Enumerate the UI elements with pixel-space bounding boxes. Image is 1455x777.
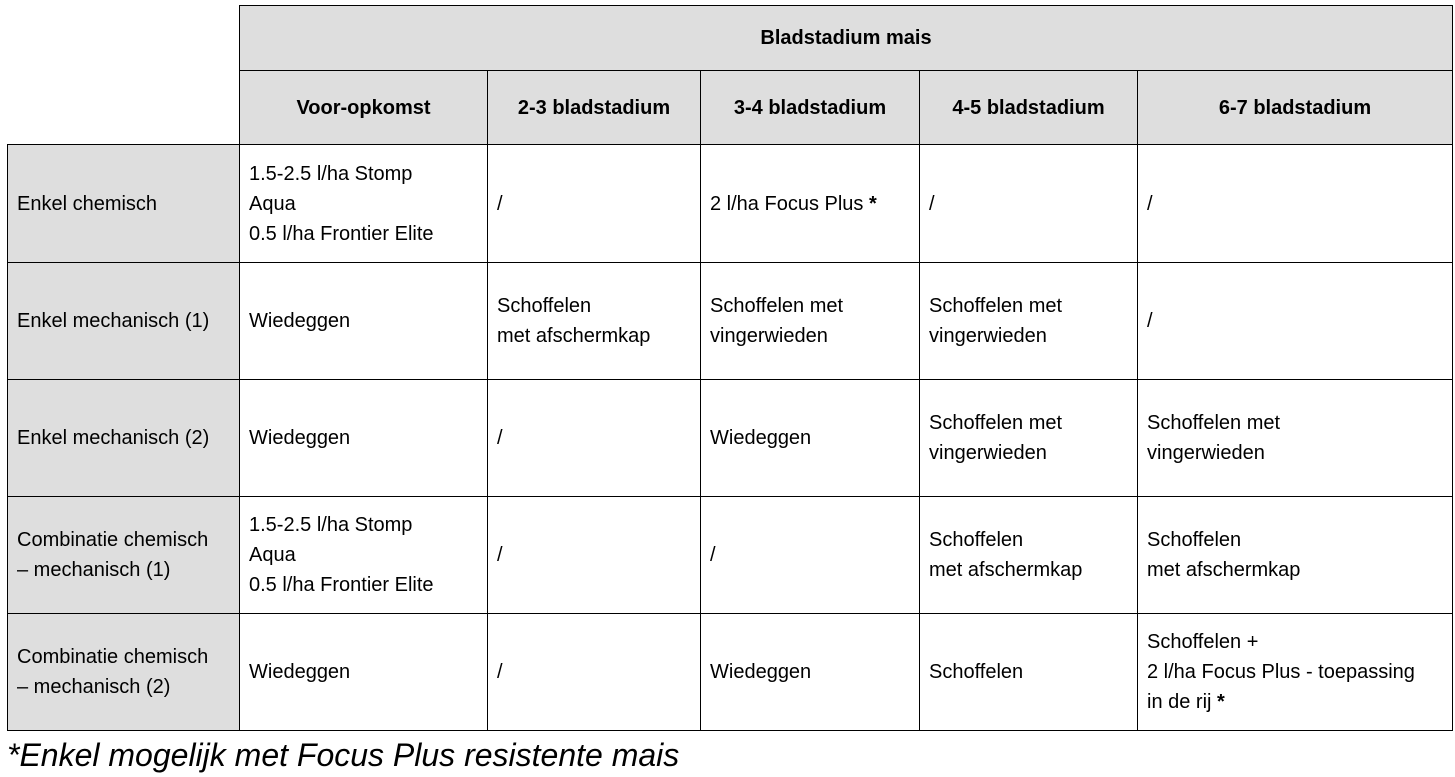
cell-line: / bbox=[497, 192, 503, 215]
table-cell bbox=[240, 263, 488, 380]
cell-line: Aqua bbox=[249, 192, 296, 215]
table-cell bbox=[1138, 263, 1453, 380]
table-row bbox=[8, 145, 1453, 263]
table-cell bbox=[920, 497, 1138, 614]
stage-header-3-4: 3-4 bladstadium bbox=[701, 71, 920, 145]
table-cell bbox=[701, 614, 920, 731]
table-cell bbox=[488, 497, 701, 614]
cell-line: 0.5 l/ha Frontier Elite bbox=[249, 222, 434, 245]
table-cell bbox=[488, 614, 701, 731]
table-row bbox=[8, 380, 1453, 497]
row-label bbox=[8, 380, 240, 497]
table-row bbox=[8, 497, 1453, 614]
table-row bbox=[8, 263, 1453, 380]
footnote-marker: * bbox=[1217, 691, 1225, 713]
cell-line: met afschermkap bbox=[497, 325, 651, 347]
row-label bbox=[8, 497, 240, 614]
table-cell bbox=[240, 380, 488, 497]
cell-line: met afschermkap bbox=[1147, 559, 1301, 581]
cell-line: Schoffelen bbox=[1147, 529, 1242, 551]
cell-line: Wiedeggen bbox=[249, 661, 351, 683]
cell-line: Wiedeggen bbox=[710, 661, 812, 683]
cell-line: Schoffelen met bbox=[929, 412, 1063, 434]
table-cell bbox=[701, 145, 920, 263]
table-cell bbox=[920, 380, 1138, 497]
table-cell bbox=[240, 145, 488, 263]
table-cell bbox=[701, 380, 920, 497]
cell-line: / bbox=[710, 544, 716, 566]
footnote: *Enkel mogelijk met Focus Plus resistente mais bbox=[7, 737, 680, 773]
cell-line: / bbox=[497, 661, 503, 683]
cell-line: vingerwieden bbox=[710, 325, 828, 347]
corner-blank bbox=[8, 6, 240, 71]
table-cell bbox=[701, 263, 920, 380]
cell-line: Schoffelen bbox=[929, 661, 1024, 683]
cell-line: 1.5-2.5 l/ha Stomp bbox=[249, 162, 413, 185]
table-cell bbox=[920, 614, 1138, 731]
row-label-line: – mechanisch (1) bbox=[17, 559, 171, 581]
row-label-line: Combinatie chemisch bbox=[17, 646, 209, 668]
cell-line: / bbox=[497, 427, 503, 449]
cell-line: 2 l/ha Focus Plus * bbox=[710, 192, 877, 215]
table-cell bbox=[1138, 380, 1453, 497]
table-cell bbox=[1138, 497, 1453, 614]
stage-header-6-7: 6-7 bladstadium bbox=[1138, 71, 1453, 145]
table-cell bbox=[1138, 145, 1453, 263]
table-cell bbox=[701, 497, 920, 614]
footnote-marker: * bbox=[868, 192, 877, 215]
table-cell bbox=[1138, 614, 1453, 731]
table-cell bbox=[488, 380, 701, 497]
group-header-row bbox=[8, 6, 1453, 71]
stage-header-voor-opkomst: Voor-opkomst bbox=[240, 71, 488, 145]
table-cell bbox=[920, 145, 1138, 263]
stage-header-4-5: 4-5 bladstadium bbox=[920, 71, 1138, 145]
stage-header-2-3: 2-3 bladstadium bbox=[488, 71, 701, 145]
cell-line: Wiedeggen bbox=[249, 310, 351, 332]
row-label-line: Enkel mechanisch (1) bbox=[17, 310, 210, 332]
table-cell bbox=[488, 145, 701, 263]
row-label-line: – mechanisch (2) bbox=[17, 676, 171, 698]
cell-line: 0.5 l/ha Frontier Elite bbox=[249, 574, 434, 596]
table-cell bbox=[488, 263, 701, 380]
table-cell bbox=[920, 263, 1138, 380]
group-header-bladstadium: Bladstadium mais bbox=[240, 6, 1453, 71]
cell-line: vingerwieden bbox=[1147, 442, 1265, 464]
row-label-line: Enkel chemisch bbox=[17, 192, 158, 215]
cell-line: vingerwieden bbox=[929, 325, 1047, 347]
cell-line: 2 l/ha Focus Plus - toepassing bbox=[1147, 661, 1415, 683]
row-label bbox=[8, 614, 240, 731]
row-label-line: Enkel mechanisch (2) bbox=[17, 427, 210, 449]
cell-line: in de rij * bbox=[1147, 691, 1225, 713]
corner-blank-2 bbox=[8, 71, 240, 145]
cell-line: Schoffelen met bbox=[710, 295, 844, 317]
cell-line: / bbox=[1147, 192, 1153, 215]
weed-control-table bbox=[7, 5, 1453, 731]
row-label bbox=[8, 145, 240, 263]
table-cell bbox=[240, 497, 488, 614]
table-cell bbox=[240, 614, 488, 731]
cell-line: Schoffelen met bbox=[1147, 412, 1281, 434]
cell-line: vingerwieden bbox=[929, 442, 1047, 464]
table-row bbox=[8, 614, 1453, 731]
cell-line: Wiedeggen bbox=[710, 427, 812, 449]
cell-line: / bbox=[497, 544, 503, 566]
cell-line: Schoffelen met bbox=[929, 295, 1063, 317]
cell-line: Schoffelen bbox=[929, 529, 1024, 551]
cell-line: 1.5-2.5 l/ha Stomp bbox=[249, 514, 413, 536]
cell-line: Schoffelen + bbox=[1147, 631, 1259, 653]
cell-line: / bbox=[929, 192, 935, 215]
stage-header-row bbox=[8, 71, 1453, 145]
cell-line: Wiedeggen bbox=[249, 427, 351, 449]
row-label bbox=[8, 263, 240, 380]
row-label-line: Combinatie chemisch bbox=[17, 529, 209, 551]
cell-line: / bbox=[1147, 310, 1153, 332]
cell-line: Schoffelen bbox=[497, 295, 592, 317]
cell-line: met afschermkap bbox=[929, 559, 1083, 581]
cell-line: Aqua bbox=[249, 544, 296, 566]
